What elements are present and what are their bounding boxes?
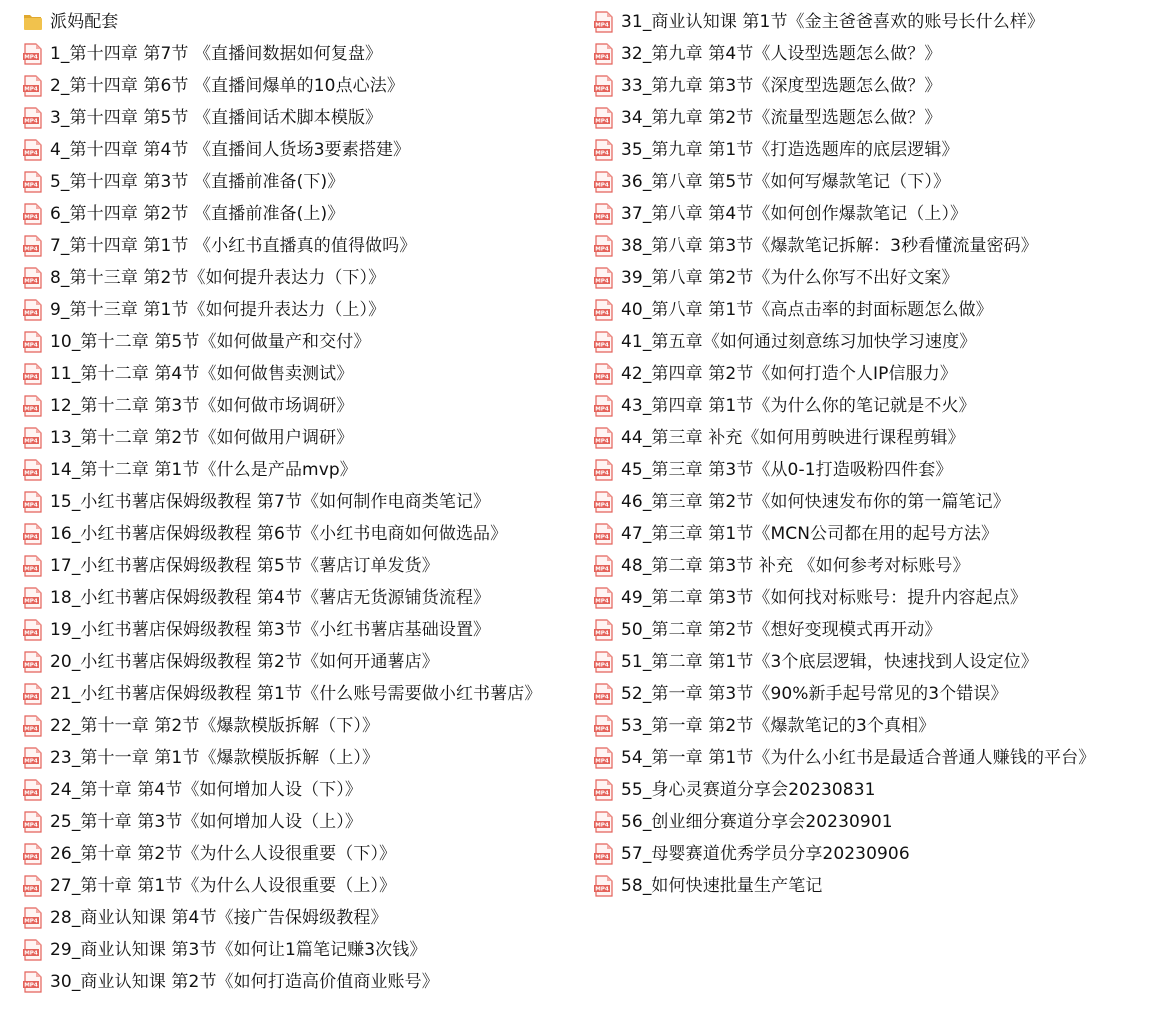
file-item[interactable] xyxy=(22,230,582,262)
svg-text:MP4: MP4 xyxy=(24,598,38,605)
file-item[interactable] xyxy=(593,774,1153,806)
file-name: 35_第九章 第1节《打造选题库的底层逻辑》 xyxy=(621,140,959,160)
file-item[interactable] xyxy=(22,454,582,486)
svg-text:MP4: MP4 xyxy=(595,758,609,765)
file-name: 20_小红书薯店保姆级教程 第2节《如何开通薯店》 xyxy=(50,652,439,672)
mp4-file-icon xyxy=(22,747,44,769)
file-item[interactable] xyxy=(22,70,582,102)
svg-text:MP4: MP4 xyxy=(595,886,609,893)
svg-text:MP4: MP4 xyxy=(595,470,609,477)
file-item[interactable] xyxy=(593,582,1153,614)
file-name: 17_小红书薯店保姆级教程 第5节《薯店订单发货》 xyxy=(50,556,439,576)
file-item[interactable] xyxy=(22,198,582,230)
file-name: 2_第十四章 第6节 《直播间爆单的10点心法》 xyxy=(50,76,404,96)
file-name: 18_小红书薯店保姆级教程 第4节《薯店无货源铺货流程》 xyxy=(50,588,491,608)
svg-text:MP4: MP4 xyxy=(24,662,38,669)
file-name: 47_第三章 第1节《MCN公司都在用的起号方法》 xyxy=(621,524,999,544)
file-item[interactable] xyxy=(593,134,1153,166)
svg-text:MP4: MP4 xyxy=(24,854,38,861)
mp4-file-icon xyxy=(593,139,615,161)
mp4-file-icon xyxy=(22,587,44,609)
file-item[interactable] xyxy=(593,646,1153,678)
file-column-left xyxy=(22,6,582,998)
file-name: 36_第八章 第5节《如何写爆款笔记（下）》 xyxy=(621,172,951,192)
file-item[interactable] xyxy=(593,422,1153,454)
svg-text:MP4: MP4 xyxy=(24,982,38,989)
mp4-file-icon xyxy=(593,235,615,257)
svg-text:MP4: MP4 xyxy=(595,118,609,125)
svg-text:MP4: MP4 xyxy=(24,406,38,413)
mp4-file-icon xyxy=(593,875,615,897)
svg-text:MP4: MP4 xyxy=(595,630,609,637)
file-item[interactable] xyxy=(593,838,1153,870)
svg-text:MP4: MP4 xyxy=(24,566,38,573)
svg-text:MP4: MP4 xyxy=(24,86,38,93)
file-name: 6_第十四章 第2节 《直播前准备(上)》 xyxy=(50,204,345,224)
file-name: 16_小红书薯店保姆级教程 第6节《小红书电商如何做选品》 xyxy=(50,524,508,544)
file-name: 44_第三章 补充《如何用剪映进行课程剪辑》 xyxy=(621,428,965,448)
mp4-file-icon xyxy=(22,523,44,545)
file-item[interactable] xyxy=(22,486,582,518)
svg-text:MP4: MP4 xyxy=(24,182,38,189)
file-item[interactable] xyxy=(22,678,582,710)
mp4-file-icon xyxy=(593,651,615,673)
mp4-file-icon xyxy=(22,843,44,865)
file-name: 39_第八章 第2节《为什么你写不出好文案》 xyxy=(621,268,959,288)
file-name: 29_商业认知课 第3节《如何让1篇笔记赚3次钱》 xyxy=(50,940,427,960)
svg-text:MP4: MP4 xyxy=(595,662,609,669)
file-item[interactable] xyxy=(22,646,582,678)
file-item[interactable] xyxy=(22,710,582,742)
svg-text:MP4: MP4 xyxy=(595,278,609,285)
svg-text:MP4: MP4 xyxy=(24,726,38,733)
file-name: 23_第十一章 第1节《爆款模版拆解（上）》 xyxy=(50,748,380,768)
mp4-file-icon xyxy=(593,683,615,705)
mp4-file-icon xyxy=(22,491,44,513)
file-item[interactable] xyxy=(593,294,1153,326)
svg-text:MP4: MP4 xyxy=(595,214,609,221)
folder-icon xyxy=(22,11,44,33)
svg-text:MP4: MP4 xyxy=(595,502,609,509)
svg-text:MP4: MP4 xyxy=(24,758,38,765)
mp4-file-icon xyxy=(593,363,615,385)
svg-text:MP4: MP4 xyxy=(595,438,609,445)
file-item[interactable] xyxy=(593,70,1153,102)
file-name: 10_第十二章 第5节《如何做量产和交付》 xyxy=(50,332,371,352)
file-item[interactable] xyxy=(593,230,1153,262)
file-item[interactable] xyxy=(22,166,582,198)
mp4-file-icon xyxy=(22,107,44,129)
file-name: 45_第三章 第3节《从0-1打造吸粉四件套》 xyxy=(621,460,953,480)
svg-text:MP4: MP4 xyxy=(595,566,609,573)
file-name: 9_第十三章 第1节《如何提升表达力（上）》 xyxy=(50,300,386,320)
mp4-file-icon xyxy=(22,299,44,321)
mp4-file-icon xyxy=(593,843,615,865)
mp4-file-icon xyxy=(22,907,44,929)
file-name: 48_第二章 第3节 补充 《如何参考对标账号》 xyxy=(621,556,970,576)
file-name: 13_第十二章 第2节《如何做用户调研》 xyxy=(50,428,354,448)
svg-text:MP4: MP4 xyxy=(24,534,38,541)
mp4-file-icon xyxy=(22,427,44,449)
svg-text:MP4: MP4 xyxy=(24,886,38,893)
mp4-file-icon xyxy=(22,459,44,481)
file-item[interactable] xyxy=(593,262,1153,294)
file-name: 7_第十四章 第1节 《小红书直播真的值得做吗》 xyxy=(50,236,417,256)
mp4-file-icon xyxy=(593,299,615,321)
file-item[interactable] xyxy=(22,614,582,646)
mp4-file-icon xyxy=(22,235,44,257)
svg-text:MP4: MP4 xyxy=(595,54,609,61)
svg-text:MP4: MP4 xyxy=(24,502,38,509)
mp4-file-icon xyxy=(593,75,615,97)
file-name: 57_母婴赛道优秀学员分享20230906 xyxy=(621,844,910,864)
mp4-file-icon xyxy=(22,715,44,737)
svg-text:MP4: MP4 xyxy=(595,726,609,733)
file-item[interactable] xyxy=(22,838,582,870)
mp4-file-icon xyxy=(22,203,44,225)
svg-text:MP4: MP4 xyxy=(24,630,38,637)
mp4-file-icon xyxy=(22,683,44,705)
mp4-file-icon xyxy=(22,811,44,833)
file-name: 55_身心灵赛道分享会20230831 xyxy=(621,780,876,800)
svg-text:MP4: MP4 xyxy=(595,310,609,317)
svg-text:MP4: MP4 xyxy=(24,310,38,317)
file-item[interactable] xyxy=(22,326,582,358)
file-item[interactable] xyxy=(593,6,1153,38)
svg-text:MP4: MP4 xyxy=(595,374,609,381)
mp4-file-icon xyxy=(22,779,44,801)
svg-text:MP4: MP4 xyxy=(24,54,38,61)
file-name: 1_第十四章 第7节 《直播间数据如何复盘》 xyxy=(50,44,383,64)
svg-text:MP4: MP4 xyxy=(24,470,38,477)
mp4-file-icon xyxy=(593,395,615,417)
file-name: 42_第四章 第2节《如何打造个人IP信服力》 xyxy=(621,364,957,384)
file-name: 34_第九章 第2节《流量型选题怎么做？》 xyxy=(621,108,942,128)
file-name: 24_第十章 第4节《如何增加人设（下）》 xyxy=(50,780,362,800)
mp4-file-icon xyxy=(22,555,44,577)
mp4-file-icon xyxy=(22,395,44,417)
svg-text:MP4: MP4 xyxy=(595,534,609,541)
svg-text:MP4: MP4 xyxy=(595,86,609,93)
file-item[interactable] xyxy=(22,742,582,774)
file-item[interactable] xyxy=(22,262,582,294)
file-item[interactable] xyxy=(593,742,1153,774)
mp4-file-icon xyxy=(593,811,615,833)
file-item[interactable] xyxy=(22,294,582,326)
mp4-file-icon xyxy=(593,619,615,641)
svg-text:MP4: MP4 xyxy=(24,342,38,349)
file-name: 31_商业认知课 第1节《金主爸爸喜欢的账号长什么样》 xyxy=(621,12,1045,32)
file-name: 11_第十二章 第4节《如何做售卖测试》 xyxy=(50,364,354,384)
mp4-file-icon xyxy=(593,587,615,609)
svg-text:MP4: MP4 xyxy=(24,822,38,829)
file-name: 53_第一章 第2节《爆款笔记的3个真相》 xyxy=(621,716,936,736)
svg-text:MP4: MP4 xyxy=(595,790,609,797)
file-item[interactable] xyxy=(593,518,1153,550)
svg-text:MP4: MP4 xyxy=(24,278,38,285)
file-item[interactable] xyxy=(22,550,582,582)
svg-text:MP4: MP4 xyxy=(595,22,609,29)
file-item[interactable] xyxy=(593,166,1153,198)
mp4-file-icon xyxy=(22,171,44,193)
file-name: 46_第三章 第2节《如何快速发布你的第一篇笔记》 xyxy=(621,492,1010,512)
file-item[interactable] xyxy=(593,102,1153,134)
mp4-file-icon xyxy=(593,555,615,577)
svg-text:MP4: MP4 xyxy=(595,342,609,349)
mp4-file-icon xyxy=(22,139,44,161)
svg-text:MP4: MP4 xyxy=(24,918,38,925)
mp4-file-icon xyxy=(22,939,44,961)
file-name: 8_第十三章 第2节《如何提升表达力（下）》 xyxy=(50,268,386,288)
file-item[interactable] xyxy=(22,582,582,614)
mp4-file-icon xyxy=(22,619,44,641)
file-item[interactable] xyxy=(593,614,1153,646)
svg-text:MP4: MP4 xyxy=(24,438,38,445)
file-item[interactable] xyxy=(22,902,582,934)
mp4-file-icon xyxy=(593,427,615,449)
svg-text:MP4: MP4 xyxy=(24,694,38,701)
file-name: 51_第二章 第1节《3个底层逻辑，快速找到人设定位》 xyxy=(621,652,1038,672)
file-name: 38_第八章 第3节《爆款笔记拆解：3秒看懂流量密码》 xyxy=(621,236,1038,256)
file-item[interactable] xyxy=(593,198,1153,230)
file-item[interactable] xyxy=(593,390,1153,422)
mp4-file-icon xyxy=(593,779,615,801)
svg-text:MP4: MP4 xyxy=(595,854,609,861)
file-item[interactable] xyxy=(593,678,1153,710)
file-item[interactable] xyxy=(22,870,582,902)
file-name: 49_第二章 第3节《如何找对标账号：提升内容起点》 xyxy=(621,588,1027,608)
mp4-file-icon xyxy=(593,715,615,737)
file-name: 56_创业细分赛道分享会20230901 xyxy=(621,812,893,832)
file-item[interactable] xyxy=(593,710,1153,742)
file-name: 41_第五章《如何通过刻意练习加快学习速度》 xyxy=(621,332,977,352)
file-name: 19_小红书薯店保姆级教程 第3节《小红书薯店基础设置》 xyxy=(50,620,491,640)
mp4-file-icon xyxy=(22,43,44,65)
file-name: 30_商业认知课 第2节《如何打造高价值商业账号》 xyxy=(50,972,439,992)
svg-text:MP4: MP4 xyxy=(595,246,609,253)
svg-text:MP4: MP4 xyxy=(24,374,38,381)
svg-text:MP4: MP4 xyxy=(595,150,609,157)
file-item[interactable] xyxy=(593,38,1153,70)
file-item[interactable] xyxy=(22,806,582,838)
file-name: 12_第十二章 第3节《如何做市场调研》 xyxy=(50,396,354,416)
file-item[interactable] xyxy=(593,486,1153,518)
file-name: 26_第十章 第2节《为什么人设很重要（下）》 xyxy=(50,844,397,864)
svg-text:MP4: MP4 xyxy=(24,150,38,157)
file-item[interactable] xyxy=(22,358,582,390)
mp4-file-icon xyxy=(593,331,615,353)
file-name: 37_第八章 第4节《如何创作爆款笔记（上）》 xyxy=(621,204,968,224)
file-name: 54_第一章 第1节《为什么小红书是最适合普通人赚钱的平台》 xyxy=(621,748,1096,768)
mp4-file-icon xyxy=(593,267,615,289)
file-name: 3_第十四章 第5节 《直播间话术脚本模版》 xyxy=(50,108,383,128)
file-name: 4_第十四章 第4节 《直播间人货场3要素搭建》 xyxy=(50,140,411,160)
svg-text:MP4: MP4 xyxy=(24,214,38,221)
mp4-file-icon xyxy=(22,875,44,897)
file-item[interactable] xyxy=(593,326,1153,358)
svg-text:MP4: MP4 xyxy=(595,822,609,829)
file-name: 32_第九章 第4节《人设型选题怎么做？》 xyxy=(621,44,942,64)
file-name: 58_如何快速批量生产笔记 xyxy=(621,876,823,896)
file-item[interactable] xyxy=(22,934,582,966)
file-item[interactable] xyxy=(593,358,1153,390)
file-item[interactable] xyxy=(593,454,1153,486)
mp4-file-icon xyxy=(22,75,44,97)
svg-text:MP4: MP4 xyxy=(595,182,609,189)
mp4-file-icon xyxy=(593,107,615,129)
file-name: 22_第十一章 第2节《爆款模版拆解（下）》 xyxy=(50,716,380,736)
file-item[interactable] xyxy=(593,550,1153,582)
file-item[interactable] xyxy=(22,38,582,70)
svg-text:MP4: MP4 xyxy=(24,246,38,253)
file-name: 52_第一章 第3节《90%新手起号常见的3个错误》 xyxy=(621,684,1008,704)
file-name: 40_第八章 第1节《高点击率的封面标题怎么做》 xyxy=(621,300,993,320)
mp4-file-icon xyxy=(593,491,615,513)
svg-text:MP4: MP4 xyxy=(24,950,38,957)
file-name: 5_第十四章 第3节 《直播前准备(下)》 xyxy=(50,172,345,192)
file-name: 25_第十章 第3节《如何增加人设（上）》 xyxy=(50,812,362,832)
file-item[interactable] xyxy=(22,774,582,806)
mp4-file-icon xyxy=(593,171,615,193)
file-name: 14_第十二章 第1节《什么是产品mvp》 xyxy=(50,460,357,480)
mp4-file-icon xyxy=(22,267,44,289)
file-item[interactable] xyxy=(22,422,582,454)
file-name: 21_小红书薯店保姆级教程 第1节《什么账号需要做小红书薯店》 xyxy=(50,684,542,704)
file-name: 派妈配套 xyxy=(50,12,119,32)
file-item[interactable] xyxy=(22,102,582,134)
svg-text:MP4: MP4 xyxy=(595,406,609,413)
mp4-file-icon xyxy=(593,747,615,769)
file-name: 33_第九章 第3节《深度型选题怎么做？》 xyxy=(621,76,942,96)
mp4-file-icon xyxy=(593,203,615,225)
folder-item[interactable] xyxy=(22,6,582,38)
file-item[interactable] xyxy=(593,806,1153,838)
file-item[interactable] xyxy=(22,518,582,550)
mp4-file-icon xyxy=(22,651,44,673)
svg-text:MP4: MP4 xyxy=(595,694,609,701)
file-name: 27_第十章 第1节《为什么人设很重要（上）》 xyxy=(50,876,397,896)
mp4-file-icon xyxy=(22,363,44,385)
mp4-file-icon xyxy=(22,971,44,993)
mp4-file-icon xyxy=(593,459,615,481)
mp4-file-icon xyxy=(593,43,615,65)
file-item[interactable] xyxy=(22,134,582,166)
file-name: 50_第二章 第2节《想好变现模式再开动》 xyxy=(621,620,942,640)
svg-text:MP4: MP4 xyxy=(24,118,38,125)
file-item[interactable] xyxy=(593,870,1153,902)
file-item[interactable] xyxy=(22,966,582,998)
mp4-file-icon xyxy=(593,11,615,33)
file-name: 28_商业认知课 第4节《接广告保姆级教程》 xyxy=(50,908,388,928)
file-item[interactable] xyxy=(22,390,582,422)
mp4-file-icon xyxy=(593,523,615,545)
svg-text:MP4: MP4 xyxy=(24,790,38,797)
file-name: 43_第四章 第1节《为什么你的笔记就是不火》 xyxy=(621,396,976,416)
file-column-right xyxy=(593,6,1153,902)
svg-text:MP4: MP4 xyxy=(595,598,609,605)
file-name: 15_小红书薯店保姆级教程 第7节《如何制作电商类笔记》 xyxy=(50,492,491,512)
mp4-file-icon xyxy=(22,331,44,353)
